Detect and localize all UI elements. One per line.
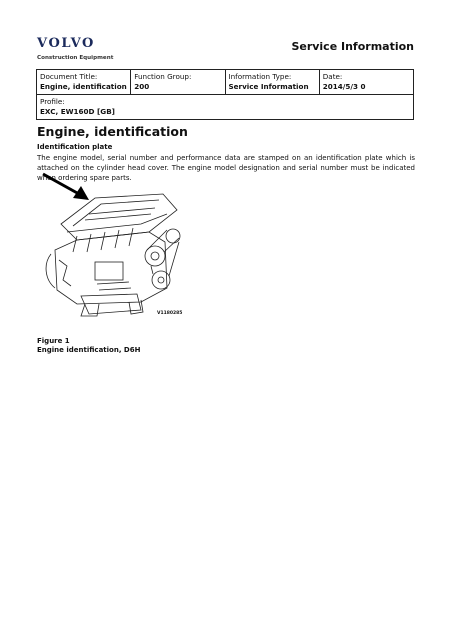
- function-group-label: Function Group:: [134, 72, 192, 81]
- function-group-value: 200: [134, 82, 150, 91]
- document-title-cell: [37, 70, 131, 95]
- information-type-label: Information Type:: [228, 72, 292, 81]
- engine-illustration: [37, 170, 195, 320]
- information-type-cell: [225, 70, 319, 95]
- function-group-cell: [131, 70, 225, 95]
- brand-subtitle: Construction Equipment: [37, 55, 114, 61]
- profile-value: EXC, EW160D [GB]: [40, 107, 115, 116]
- information-type-value: Service Information: [228, 82, 309, 91]
- date-label: Date:: [322, 72, 343, 81]
- section-subheading: Identification plate: [37, 143, 113, 151]
- document-title-value: Engine, identification: [40, 82, 127, 91]
- profile-label: Profile:: [40, 97, 65, 106]
- document-type-heading: Service Information: [291, 40, 414, 53]
- volvo-logo: VOLVO: [37, 36, 95, 51]
- brand-block: [37, 36, 113, 61]
- date-cell: [319, 70, 413, 95]
- profile-cell: [37, 95, 414, 120]
- figure-image-code: V1180285: [157, 311, 183, 316]
- engine-drawing-svg: [37, 170, 195, 320]
- body-paragraph: The engine model, serial number and performance data are stamped on an identification plate which is attached on the cylinder head cover. The engine model designation and serial number must be indicated when ordering spare parts.: [37, 154, 415, 182]
- figure-caption: Engine identification, D6H: [37, 346, 141, 354]
- page-title: Engine, identification: [37, 124, 188, 139]
- document-title-label: Document Title:: [40, 72, 98, 81]
- document-info-table: [36, 69, 414, 120]
- figure-label: Figure 1: [37, 337, 70, 345]
- date-value: 2014/5/3 0: [322, 82, 366, 91]
